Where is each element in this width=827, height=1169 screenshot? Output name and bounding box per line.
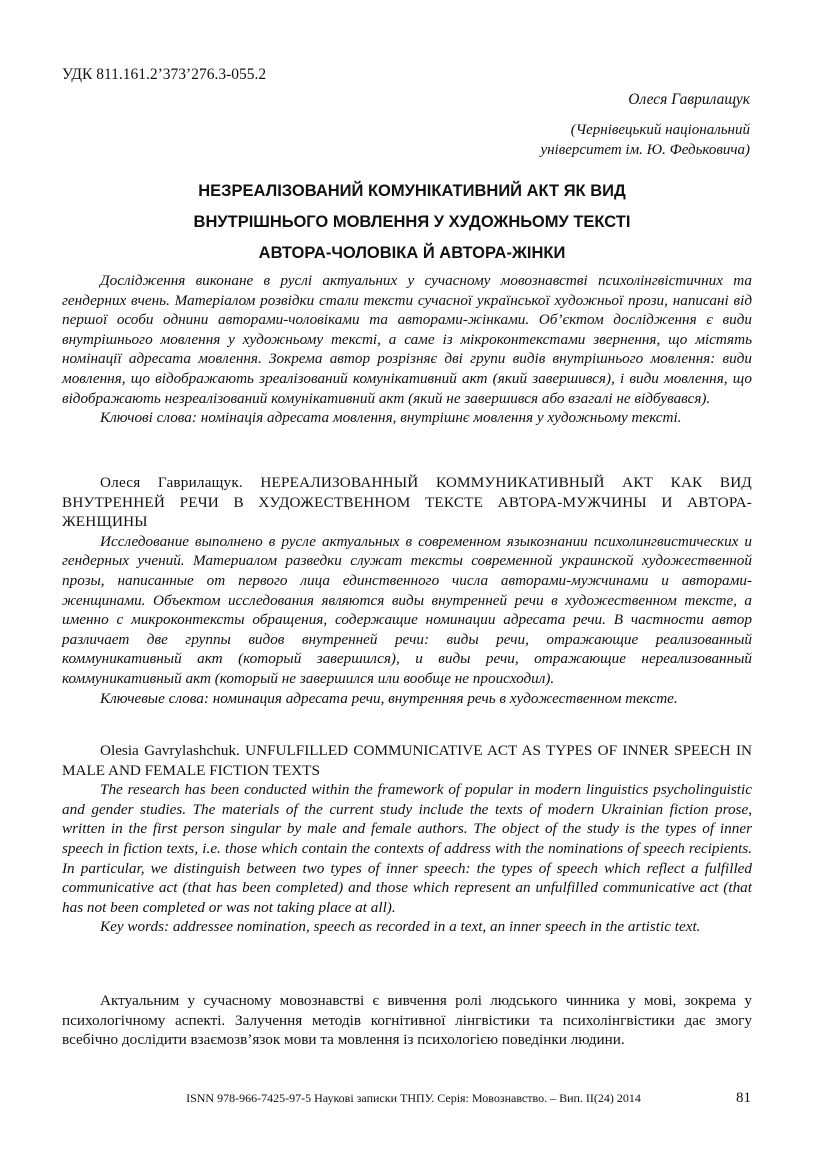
abstract-uk-keywords: Ключові слова: номінація адресата мовлення, внутрішнє мовлення у художньому тексті. bbox=[100, 409, 682, 427]
abstract-ru-keywords: Ключевые слова: номинация адресата речи, внутренняя речь в художественном тексте. bbox=[100, 689, 678, 707]
abstract-ru-text: Исследование выполнено в русле актуальных в современном языкознании психолингвистических и гендерных учений. Материалом разведки служат тексты современной украинской художественной прозы, написанные от первого лица единственного числа авторами-мужчинами и авторами-женщинами. Объектом исследования являются виды внутренней речи в художественном тексте, а именно с микроконтексты обращения, содержащие номинации адресата речи. В частности автор различает две группы видов внутренней речи: виды речи, отражающие реализованный коммуникативный акт (который завершился), и виды речи, отражающие нереализованный коммуникативный акт (который не завершился или вообще не происходил). bbox=[62, 532, 752, 687]
page-footer: ISNN 978-966-7425-97-5 Наукові записки ТНПУ. Серія: Мовознавство. – Вип. ІІ(24) 2014 bbox=[186, 1091, 641, 1105]
abstract-english bbox=[62, 741, 752, 937]
abstract-en-keywords: Key words: addressee nomination, speech as recorded in a text, an inner speech in the artistic text. bbox=[100, 918, 701, 936]
title-line-2: ВНУТРІШНЬОГО МОВЛЕННЯ У ХУДОЖНЬОМУ ТЕКСТІ bbox=[193, 213, 631, 231]
title-line-1: НЕЗРЕАЛІЗОВАНИЙ КОМУНІКАТИВНИЙ АКТ ЯК ВИД bbox=[198, 182, 626, 200]
title-line-3: АВТОРА-ЧОЛОВІКА Й АВТОРА-ЖІНКИ bbox=[258, 244, 566, 262]
abstract-en-heading: Olesia Gavrylashchuk. UNFULFILLED COMMUNICATIVE ACT AS TYPES OF INNER SPEECH IN MALE AND FEMALE FICTION TEXTS bbox=[62, 742, 752, 779]
author-affiliation bbox=[540, 120, 750, 160]
abstract-russian bbox=[62, 473, 752, 708]
udc-code: УДК 811.161.2’373’276.3-055.2 bbox=[62, 66, 267, 83]
body-paragraph: Актуальним у сучасному мовознавстві є вивчення ролі людського чинника у мові, зокрема у психологічному аспекті. Залучення методів когнітивної лінгвістики та психолінгвістики дає змогу всебічно дослідити взаємозв’язок мови та мовлення із психологією поведінки людини. bbox=[62, 992, 752, 1049]
abstract-ukrainian bbox=[62, 271, 752, 428]
abstract-en-text: The research has been conducted within the framework of popular in modern linguistics psycholinguistic and gender studies. The materials of the current study include the texts of modern Ukrainian fiction prose, written in the first person singular by male and female authors. The object of the study is the types of inner speech in fiction texts, i.e. those which contain the contexts of address with the nominations of speech recipients. In particular, we distinguish between two types of inner speech: the types of speech which reflect a fulfilled communicative act (that has been completed) and those which represent an unfulfilled communicative act (that has not been completed or was not taking place at all). bbox=[62, 781, 752, 916]
abstract-ru-heading: Олеся Гаврилащук. НЕРЕАЛИЗОВАННЫЙ КОММУНИКАТИВНЫЙ АКТ КАК ВИД ВНУТРЕННЕЙ РЕЧИ В ХУДОЖЕСТВЕННОМ ТЕКСТЕ АВТОРА-МУЖЧИНЫ И АВТОРА-ЖЕНЩИНЫ bbox=[62, 474, 752, 531]
author-name: Олеся Гаврилащук bbox=[628, 91, 750, 108]
affiliation-line-1: (Чернівецький національний bbox=[570, 122, 750, 138]
article-title bbox=[100, 176, 724, 269]
page-number: 81 bbox=[736, 1090, 751, 1106]
body-text bbox=[62, 991, 752, 1050]
affiliation-line-2: університет ім. Ю. Федьковича) bbox=[540, 142, 750, 158]
abstract-uk-text: Дослідження виконане в руслі актуальних у сучасному мовознавстві психолінгвістичних та гендерних вчень. Матеріалом розвідки стали тексти сучасної української художньої прози, написані від першої особи однини авторами-чоловіками та авторами-жінками. Об’єктом дослідження є види внутрішнього мовлення у художньому тексті, а саме із мікроконтекстами звернення, що містять номінації адресата мовлення. Зокрема автор розрізняє дві групи видів внутрішнього мовлення: види мовлення, що відображають зреалізований комунікативний акт (який завершився), і види мовлення, що відображають незреалізований комунікативний акт (який не завершився або взагалі не відбувався). bbox=[62, 272, 752, 407]
